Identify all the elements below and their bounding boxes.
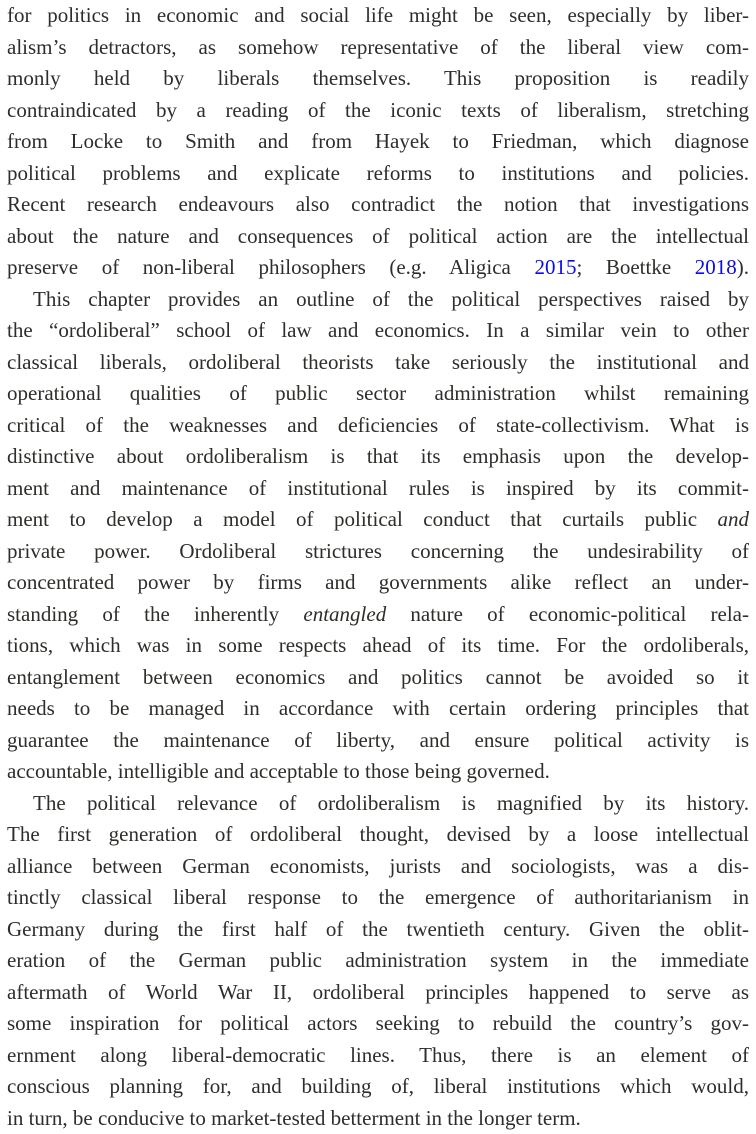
body-text: concentrated power by firms and governments alike reflect an under- bbox=[7, 570, 749, 594]
body-text: The first generation of ordoliberal thought, devised by a loose intellectual bbox=[7, 822, 749, 846]
body-text: The political relevance of ordoliberalism is magnified by its history. bbox=[33, 790, 749, 815]
body-text: the “ordoliberal” school of law and economics. In a similar vein to other bbox=[7, 318, 749, 342]
body-text: tinctly classical liberal response to the emergence of authoritarianism in bbox=[7, 885, 749, 909]
text-line bbox=[7, 221, 749, 253]
body-text: ment and maintenance of institutional rules is inspired by its commit- bbox=[7, 475, 749, 500]
body-text: ; Boettke bbox=[576, 255, 695, 279]
text-line bbox=[7, 63, 749, 95]
text-line bbox=[7, 1008, 749, 1040]
text-line bbox=[7, 410, 749, 442]
body-text: conscious planning for, and building of, liberal institutions which would, bbox=[7, 1074, 749, 1098]
body-text: nature of economic-political rela- bbox=[386, 601, 749, 626]
text-line bbox=[7, 126, 749, 158]
text-line bbox=[7, 819, 749, 851]
body-text: tions, which was in some respects ahead of its time. For the ordoliberals, bbox=[7, 633, 749, 657]
text-line bbox=[7, 158, 749, 190]
text-line bbox=[7, 378, 749, 410]
text-line bbox=[7, 693, 749, 725]
body-text: guarantee the maintenance of liberty, and ensure political activity is bbox=[7, 727, 749, 752]
text-line bbox=[7, 662, 749, 694]
text-line bbox=[7, 567, 749, 599]
emphasis-text: and bbox=[717, 507, 749, 531]
body-text: This chapter provides an outline of the political perspectives raised by bbox=[33, 286, 749, 311]
text-line bbox=[7, 1071, 749, 1103]
body-text: alliance between German economists, jurists and sociologists, was a dis- bbox=[7, 853, 749, 878]
body-text: political problems and explicate reforms to institutions and policies. bbox=[7, 160, 749, 185]
paragraph-2 bbox=[7, 284, 749, 788]
text-line bbox=[7, 756, 749, 788]
text-column bbox=[7, 0, 749, 1134]
text-line bbox=[7, 473, 749, 505]
text-line bbox=[7, 599, 749, 631]
body-text: contraindicated by a reading of the iconic texts of liberalism, stretching bbox=[7, 97, 749, 122]
citation-year-link[interactable]: 2018 bbox=[694, 255, 737, 279]
body-text: ment to develop a model of political conduct that curtails public bbox=[7, 507, 718, 531]
body-text: critical of the weaknesses and deficiencies of state-collectivism. What is bbox=[7, 412, 749, 437]
text-line bbox=[7, 1103, 749, 1134]
text-line bbox=[7, 315, 749, 347]
body-text: aftermath of World War II, ordoliberal principles happened to serve as bbox=[7, 979, 749, 1004]
text-line bbox=[7, 977, 749, 1009]
body-text: monly held by liberals themselves. This proposition is readily bbox=[7, 66, 749, 90]
paragraph-3 bbox=[7, 788, 749, 1134]
body-text: alism’s detractors, as somehow representative of the liberal view com- bbox=[7, 34, 749, 59]
body-text: in turn, be conducive to market-tested betterment in the longer term. bbox=[7, 1105, 581, 1130]
body-text: needs to be managed in accordance with certain ordering principles that bbox=[7, 696, 749, 720]
body-text: standing of the inherently bbox=[7, 601, 304, 626]
text-line bbox=[7, 914, 749, 946]
citation-year-link[interactable]: 2015 bbox=[534, 255, 577, 279]
body-text: Germany during the first half of the twentieth century. Given the oblit- bbox=[7, 916, 749, 941]
text-line bbox=[7, 851, 749, 883]
text-line bbox=[7, 945, 749, 977]
paragraph-1 bbox=[7, 0, 749, 284]
text-line bbox=[7, 788, 749, 820]
body-text: for politics in economic and social life might be seen, especially by liber- bbox=[7, 3, 749, 27]
text-line bbox=[7, 725, 749, 757]
body-text: Recent research endeavours also contradict the notion that investigations bbox=[7, 192, 749, 216]
body-text: about the nature and consequences of political action are the intellectual bbox=[7, 223, 749, 248]
text-line bbox=[7, 882, 749, 914]
emphasis-text: entangled bbox=[303, 601, 387, 626]
text-line bbox=[7, 32, 749, 64]
text-line bbox=[7, 630, 749, 662]
text-line bbox=[7, 441, 749, 473]
text-line bbox=[7, 189, 749, 221]
body-text: preserve of non-liberal philosophers (e.g. Aligica bbox=[7, 255, 535, 279]
body-text: entanglement between economics and politics cannot be avoided so it bbox=[7, 664, 749, 689]
body-text: classical liberals, ordoliberal theorists take seriously the institutional and bbox=[7, 349, 749, 374]
text-line bbox=[7, 95, 749, 127]
body-text: some inspiration for political actors seeking to rebuild the country’s gov- bbox=[7, 1011, 749, 1035]
text-line bbox=[7, 504, 749, 536]
text-line bbox=[7, 536, 749, 568]
text-line bbox=[7, 1040, 749, 1072]
body-text: ). bbox=[736, 255, 749, 279]
body-text: private power. Ordoliberal strictures concerning the undesirability of bbox=[7, 538, 749, 563]
body-text: eration of the German public administration system in the immediate bbox=[7, 948, 749, 972]
body-text: ernment along liberal-democratic lines. Thus, there is an element of bbox=[7, 1042, 749, 1067]
body-text: accountable, intelligible and acceptable to those being governed. bbox=[7, 759, 550, 783]
text-line bbox=[7, 347, 749, 379]
body-text: distinctive about ordoliberalism is that its emphasis upon the develop- bbox=[7, 444, 749, 468]
body-text: from Locke to Smith and from Hayek to Friedman, which diagnose bbox=[7, 129, 749, 153]
text-line bbox=[7, 0, 749, 32]
text-line bbox=[7, 284, 749, 316]
text-line bbox=[7, 252, 749, 284]
body-text: operational qualities of public sector administration whilst remaining bbox=[7, 381, 749, 405]
